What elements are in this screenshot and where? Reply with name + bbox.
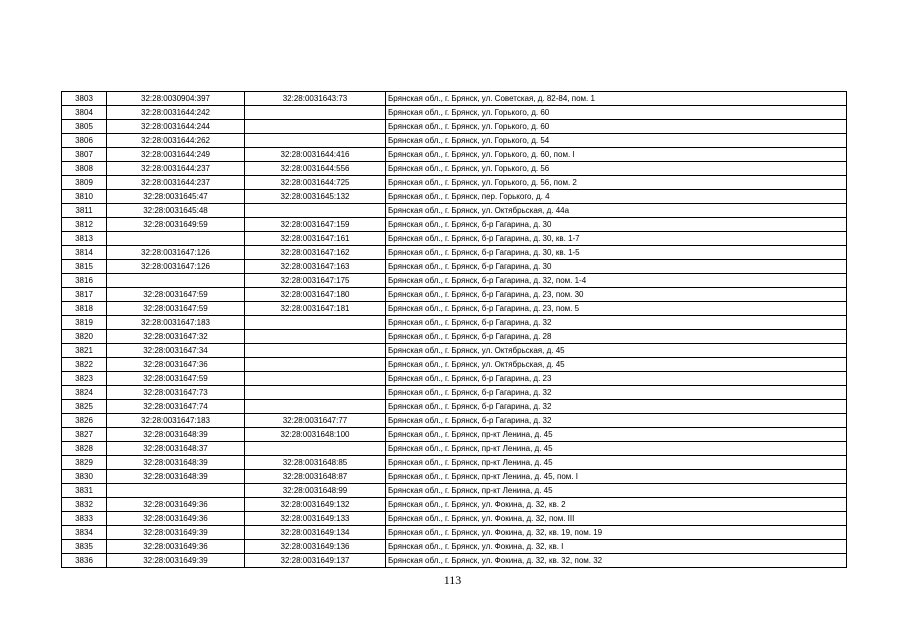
address-cell: Брянская обл., г. Брянск, ул. Горького, д. 60 (386, 106, 847, 120)
row-number-cell: 3820 (62, 330, 107, 344)
row-number-cell: 3831 (62, 484, 107, 498)
row-number-cell: 3814 (62, 246, 107, 260)
table-row (62, 302, 847, 316)
cadastral-number-cell: 32:28:0031647:36 (107, 358, 245, 372)
cadastral-number-cell: 32:28:0031647:34 (107, 344, 245, 358)
row-number-cell: 3832 (62, 498, 107, 512)
address-cell: Брянская обл., г. Брянск, б-р Гагарина, д. 23, пом. 5 (386, 302, 847, 316)
related-cadastral-number-cell (245, 204, 386, 218)
row-number-cell: 3807 (62, 148, 107, 162)
table-row (62, 148, 847, 162)
table-row (62, 540, 847, 554)
related-cadastral-number-cell: 32:28:0031647:161 (245, 232, 386, 246)
address-cell: Брянская обл., г. Брянск, пр-кт Ленина, д. 45, пом. I (386, 470, 847, 484)
row-number-cell: 3810 (62, 190, 107, 204)
related-cadastral-number-cell: 32:28:0031649:136 (245, 540, 386, 554)
address-cell: Брянская обл., г. Брянск, б-р Гагарина, д. 32, пом. 1-4 (386, 274, 847, 288)
related-cadastral-number-cell: 32:28:0031649:132 (245, 498, 386, 512)
cadastral-number-cell: 32:28:0031644:244 (107, 120, 245, 134)
page-number: 113 (443, 573, 462, 587)
address-cell: Брянская обл., г. Брянск, б-р Гагарина, д. 32 (386, 386, 847, 400)
row-number-cell: 3830 (62, 470, 107, 484)
table-row (62, 162, 847, 176)
address-cell: Брянская обл., г. Брянск, б-р Гагарина, д. 32 (386, 414, 847, 428)
table-row (62, 330, 847, 344)
address-cell: Брянская обл., г. Брянск, ул. Горького, д. 56, пом. 2 (386, 176, 847, 190)
related-cadastral-number-cell: 32:28:0031647:162 (245, 246, 386, 260)
row-number-cell: 3819 (62, 316, 107, 330)
cadastral-number-cell: 32:28:0031648:37 (107, 442, 245, 456)
row-number-cell: 3816 (62, 274, 107, 288)
address-cell: Брянская обл., г. Брянск, б-р Гагарина, д. 30 (386, 260, 847, 274)
address-cell: Брянская обл., г. Брянск, пр-кт Ленина, д. 45 (386, 484, 847, 498)
related-cadastral-number-cell: 32:28:0031647:180 (245, 288, 386, 302)
address-cell: Брянская обл., г. Брянск, б-р Гагарина, д. 30 (386, 218, 847, 232)
address-cell: Брянская обл., г. Брянск, б-р Гагарина, д. 28 (386, 330, 847, 344)
row-number-cell: 3805 (62, 120, 107, 134)
cadastral-number-cell: 32:28:0031648:39 (107, 456, 245, 470)
row-number-cell: 3829 (62, 456, 107, 470)
row-number-cell: 3817 (62, 288, 107, 302)
table-row (62, 400, 847, 414)
address-cell: Брянская обл., г. Брянск, ул. Фокина, д. 32, кв. 19, пом. 19 (386, 526, 847, 540)
table-row (62, 176, 847, 190)
cadastral-number-cell: 32:28:0031649:39 (107, 554, 245, 568)
table-row (62, 442, 847, 456)
related-cadastral-number-cell: 32:28:0031647:159 (245, 218, 386, 232)
address-cell: Брянская обл., г. Брянск, ул. Советская, д. 82-84, пом. 1 (386, 92, 847, 106)
address-cell: Брянская обл., г. Брянск, ул. Горького, д. 60, пом. I (386, 148, 847, 162)
row-number-cell: 3826 (62, 414, 107, 428)
row-number-cell: 3835 (62, 540, 107, 554)
related-cadastral-number-cell (245, 106, 386, 120)
address-cell: Брянская обл., г. Брянск, ул. Октябрьская, д. 45 (386, 344, 847, 358)
address-cell: Брянская обл., г. Брянск, б-р Гагарина, д. 30, кв. 1-7 (386, 232, 847, 246)
table-row (62, 498, 847, 512)
address-cell: Брянская обл., г. Брянск, пр-кт Ленина, д. 45 (386, 442, 847, 456)
table-row (62, 134, 847, 148)
cadastral-number-cell: 32:28:0031649:59 (107, 218, 245, 232)
table-row (62, 260, 847, 274)
related-cadastral-number-cell: 32:28:0031648:100 (245, 428, 386, 442)
table-row (62, 274, 847, 288)
related-cadastral-number-cell: 32:28:0031647:163 (245, 260, 386, 274)
table-row (62, 358, 847, 372)
address-cell: Брянская обл., г. Брянск, ул. Горького, д. 60 (386, 120, 847, 134)
related-cadastral-number-cell (245, 372, 386, 386)
related-cadastral-number-cell: 32:28:0031647:175 (245, 274, 386, 288)
related-cadastral-number-cell: 32:28:0031649:133 (245, 512, 386, 526)
row-number-cell: 3818 (62, 302, 107, 316)
address-cell: Брянская обл., г. Брянск, ул. Горького, д. 54 (386, 134, 847, 148)
cadastral-number-cell: 32:28:0031649:36 (107, 498, 245, 512)
cadastral-number-cell: 32:28:0031648:39 (107, 428, 245, 442)
cadastral-number-cell: 32:28:0031649:36 (107, 512, 245, 526)
address-cell: Брянская обл., г. Брянск, б-р Гагарина, д. 23, пом. 30 (386, 288, 847, 302)
row-number-cell: 3822 (62, 358, 107, 372)
table-row (62, 106, 847, 120)
property-registry-table (61, 91, 847, 568)
address-cell: Брянская обл., г. Брянск, б-р Гагарина, д. 23 (386, 372, 847, 386)
address-cell: Брянская обл., г. Брянск, пер. Горького, д. 4 (386, 190, 847, 204)
table-row (62, 428, 847, 442)
row-number-cell: 3803 (62, 92, 107, 106)
row-number-cell: 3823 (62, 372, 107, 386)
table-row (62, 526, 847, 540)
table-row (62, 190, 847, 204)
row-number-cell: 3827 (62, 428, 107, 442)
address-cell: Брянская обл., г. Брянск, пр-кт Ленина, д. 45 (386, 428, 847, 442)
address-cell: Брянская обл., г. Брянск, б-р Гагарина, д. 32 (386, 400, 847, 414)
related-cadastral-number-cell (245, 386, 386, 400)
table-row (62, 204, 847, 218)
cadastral-number-cell: 32:28:0031644:237 (107, 176, 245, 190)
cadastral-number-cell: 32:28:0031649:36 (107, 540, 245, 554)
cadastral-number-cell: 32:28:0031647:59 (107, 302, 245, 316)
row-number-cell: 3821 (62, 344, 107, 358)
cadastral-number-cell: 32:28:0031645:48 (107, 204, 245, 218)
cadastral-number-cell: 32:28:0031644:262 (107, 134, 245, 148)
related-cadastral-number-cell: 32:28:0031647:77 (245, 414, 386, 428)
table-row (62, 218, 847, 232)
cadastral-number-cell: 32:28:0031647:126 (107, 260, 245, 274)
cadastral-number-cell: 32:28:0031647:59 (107, 288, 245, 302)
cadastral-number-cell: 32:28:0031647:126 (107, 246, 245, 260)
table-row (62, 120, 847, 134)
cadastral-number-cell (107, 484, 245, 498)
cadastral-number-cell: 32:28:0031647:183 (107, 316, 245, 330)
cadastral-number-cell: 32:28:0031644:249 (107, 148, 245, 162)
related-cadastral-number-cell: 32:28:0031644:725 (245, 176, 386, 190)
cadastral-number-cell (107, 274, 245, 288)
address-cell: Брянская обл., г. Брянск, ул. Фокина, д. 32, кв. 32, пом. 32 (386, 554, 847, 568)
table-body (62, 92, 847, 568)
related-cadastral-number-cell: 32:28:0031648:85 (245, 456, 386, 470)
related-cadastral-number-cell (245, 316, 386, 330)
row-number-cell: 3833 (62, 512, 107, 526)
table-row (62, 288, 847, 302)
related-cadastral-number-cell: 32:28:0031645:132 (245, 190, 386, 204)
row-number-cell: 3809 (62, 176, 107, 190)
related-cadastral-number-cell (245, 400, 386, 414)
table-row (62, 92, 847, 106)
table-row (62, 554, 847, 568)
table-row (62, 386, 847, 400)
related-cadastral-number-cell (245, 134, 386, 148)
table-row (62, 344, 847, 358)
address-cell: Брянская обл., г. Брянск, ул. Фокина, д. 32, кв. I (386, 540, 847, 554)
cadastral-number-cell (107, 232, 245, 246)
address-cell: Брянская обл., г. Брянск, ул. Фокина, д. 32, пом. III (386, 512, 847, 526)
cadastral-number-cell: 32:28:0031647:183 (107, 414, 245, 428)
related-cadastral-number-cell: 32:28:0031647:181 (245, 302, 386, 316)
address-cell: Брянская обл., г. Брянск, ул. Октябрьская, д. 45 (386, 358, 847, 372)
related-cadastral-number-cell: 32:28:0031649:134 (245, 526, 386, 540)
related-cadastral-number-cell (245, 358, 386, 372)
row-number-cell: 3808 (62, 162, 107, 176)
table-row (62, 372, 847, 386)
related-cadastral-number-cell: 32:28:0031643:73 (245, 92, 386, 106)
address-cell: Брянская обл., г. Брянск, ул. Фокина, д. 32, кв. 2 (386, 498, 847, 512)
cadastral-number-cell: 32:28:0031649:39 (107, 526, 245, 540)
related-cadastral-number-cell (245, 344, 386, 358)
address-cell: Брянская обл., г. Брянск, пр-кт Ленина, д. 45 (386, 456, 847, 470)
address-cell: Брянская обл., г. Брянск, ул. Горького, д. 56 (386, 162, 847, 176)
cadastral-number-cell: 32:28:0031644:237 (107, 162, 245, 176)
address-cell: Брянская обл., г. Брянск, б-р Гагарина, д. 32 (386, 316, 847, 330)
related-cadastral-number-cell: 32:28:0031644:556 (245, 162, 386, 176)
table-row (62, 456, 847, 470)
table-row (62, 414, 847, 428)
row-number-cell: 3836 (62, 554, 107, 568)
related-cadastral-number-cell (245, 120, 386, 134)
table-row (62, 512, 847, 526)
cadastral-number-cell: 32:28:0031647:59 (107, 372, 245, 386)
row-number-cell: 3806 (62, 134, 107, 148)
related-cadastral-number-cell (245, 330, 386, 344)
related-cadastral-number-cell: 32:28:0031644:416 (245, 148, 386, 162)
cadastral-number-cell: 32:28:0031647:73 (107, 386, 245, 400)
table-row (62, 232, 847, 246)
table-row (62, 316, 847, 330)
row-number-cell: 3812 (62, 218, 107, 232)
related-cadastral-number-cell (245, 442, 386, 456)
cadastral-number-cell: 32:28:0031645:47 (107, 190, 245, 204)
table-row (62, 484, 847, 498)
table-row (62, 246, 847, 260)
row-number-cell: 3815 (62, 260, 107, 274)
cadastral-number-cell: 32:28:0031647:32 (107, 330, 245, 344)
row-number-cell: 3804 (62, 106, 107, 120)
row-number-cell: 3811 (62, 204, 107, 218)
table-row (62, 470, 847, 484)
related-cadastral-number-cell: 32:28:0031648:87 (245, 470, 386, 484)
row-number-cell: 3828 (62, 442, 107, 456)
cadastral-number-cell: 32:28:0030904:397 (107, 92, 245, 106)
cadastral-number-cell: 32:28:0031644:242 (107, 106, 245, 120)
address-cell: Брянская обл., г. Брянск, ул. Октябрьская, д. 44а (386, 204, 847, 218)
row-number-cell: 3813 (62, 232, 107, 246)
address-cell: Брянская обл., г. Брянск, б-р Гагарина, д. 30, кв. 1-5 (386, 246, 847, 260)
row-number-cell: 3834 (62, 526, 107, 540)
row-number-cell: 3824 (62, 386, 107, 400)
cadastral-number-cell: 32:28:0031647:74 (107, 400, 245, 414)
cadastral-number-cell: 32:28:0031648:39 (107, 470, 245, 484)
related-cadastral-number-cell: 32:28:0031649:137 (245, 554, 386, 568)
row-number-cell: 3825 (62, 400, 107, 414)
related-cadastral-number-cell: 32:28:0031648:99 (245, 484, 386, 498)
